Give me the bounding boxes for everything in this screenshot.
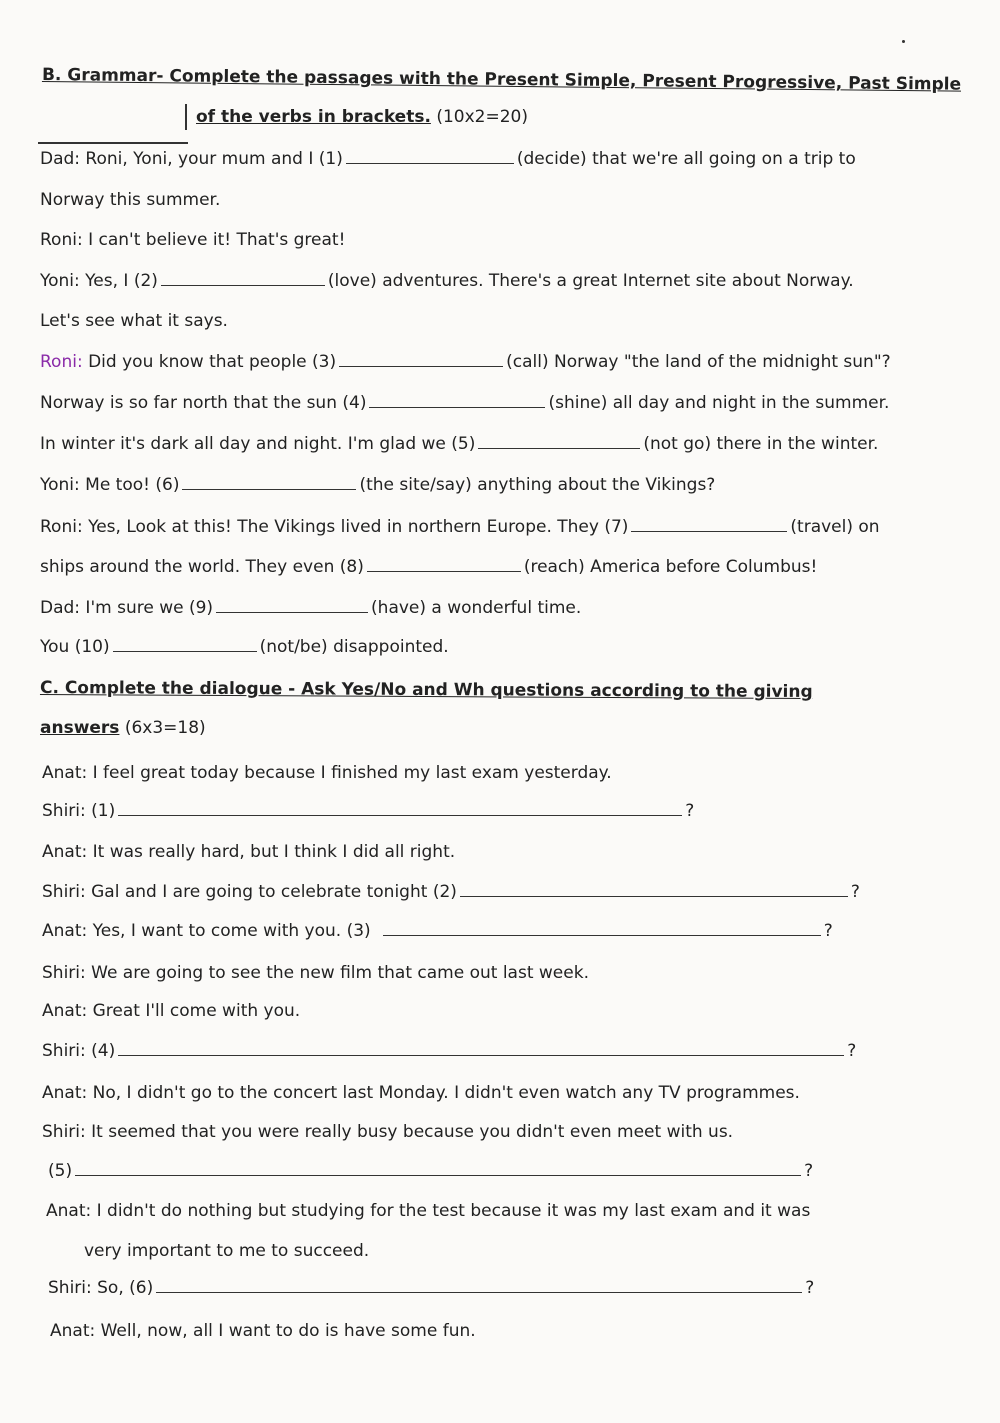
blank-b2[interactable]: [161, 271, 325, 286]
b-line-13-text-a: You (10): [40, 637, 110, 657]
b-line-8: [40, 433, 878, 455]
b-line-6: [40, 351, 891, 373]
b-line-6-text-b: (call) Norway "the land of the midnight sun"?: [506, 352, 891, 372]
blank-b9[interactable]: [216, 598, 368, 613]
b-line-7-text-a: Norway is so far north that the sun (4): [40, 393, 367, 413]
c-line-14-qmark: ?: [805, 1278, 815, 1298]
c-line-4-qmark: ?: [850, 882, 860, 902]
c-line-11-qmark: ?: [804, 1161, 814, 1181]
blank-c4[interactable]: [118, 1041, 844, 1056]
b-line-12-text-a: Dad: I'm sure we (9): [40, 598, 214, 618]
c-line-6: Shiri: We are going to see the new film that came out last week.: [42, 963, 589, 983]
b-line-9-text-a: Yoni: Me too! (6): [40, 475, 180, 495]
blank-c5[interactable]: [75, 1161, 801, 1176]
c-line-11-text: (5): [48, 1161, 73, 1181]
c-line-11: [48, 1160, 813, 1182]
section-b-heading: B. Grammar- Complete the passages with the Present Simple, Present Progressive, Past Simple: [41, 65, 962, 95]
blank-b4[interactable]: [369, 393, 545, 408]
b-line-1-text-a: Dad: Roni, Yoni, your mum and I (1): [40, 149, 343, 169]
b-line-1-text-b: (decide) that we're all going on a trip to: [516, 149, 856, 169]
b-line-6-speaker: Roni:: [40, 352, 83, 372]
blank-c1[interactable]: [118, 801, 682, 816]
b-line-4-text-b: (love) adventures. There's a great Internet site about Norway.: [327, 271, 854, 291]
section-b-score: (10x2=20): [436, 107, 528, 127]
c-line-5-qmark: ?: [823, 921, 833, 941]
b-line-13-text-b: (not/be) disappointed.: [259, 637, 449, 657]
c-line-15: Anat: Well, now, all I want to do is have some fun.: [50, 1321, 476, 1341]
c-line-3: Anat: It was really hard, but I think I did all right.: [42, 842, 456, 862]
blank-b1[interactable]: [346, 149, 514, 164]
blank-b6[interactable]: [182, 475, 356, 490]
blank-c6[interactable]: [156, 1278, 802, 1293]
b-line-8-text-b: (not go) there in the winter.: [643, 434, 879, 454]
b-line-5: Let's see what it says.: [40, 311, 228, 331]
blank-b5[interactable]: [478, 434, 640, 449]
blank-b7[interactable]: [631, 517, 787, 532]
b-line-7-text-b: (shine) all day and night in the summer.: [548, 393, 890, 413]
b-line-2: Norway this summer.: [40, 190, 221, 210]
b-line-8-text-a: In winter it's dark all day and night. I'm glad we (5): [40, 434, 476, 454]
b-line-4-text-a: Yoni: Yes, I (2): [40, 271, 158, 291]
c-line-14-text: Shiri: So, (6): [48, 1278, 154, 1298]
c-line-4: [42, 881, 860, 903]
c-line-8-qmark: ?: [847, 1041, 857, 1061]
c-line-2: [42, 800, 694, 822]
b-line-10: [40, 516, 880, 538]
b-line-11-text-b: (reach) America before Columbus!: [523, 557, 818, 577]
blank-c2[interactable]: [460, 882, 848, 897]
b-line-4: [40, 270, 854, 292]
blank-c3[interactable]: [383, 921, 821, 936]
section-c-heading-cont-text: answers: [40, 718, 120, 738]
c-line-4-text: Shiri: Gal and I are going to celebrate tonight (2): [42, 882, 457, 902]
stray-dot: [902, 40, 905, 43]
b-line-1: [40, 148, 856, 170]
b-line-10-text-b: (travel) on: [790, 517, 880, 537]
c-line-10: Shiri: It seemed that you were really busy because you didn't even meet with us.: [42, 1122, 734, 1142]
c-line-14: [48, 1277, 814, 1299]
blank-b10[interactable]: [113, 637, 257, 652]
c-line-1: Anat: I feel great today because I finished my last exam yesterday.: [42, 763, 612, 783]
c-line-2-qmark: ?: [685, 801, 695, 821]
b-line-9: [40, 474, 715, 496]
blank-b8[interactable]: [367, 557, 521, 572]
b-line-10-text-a: Roni: Yes, Look at this! The Vikings lived in northern Europe. They (7): [40, 517, 629, 537]
b-line-13: [40, 636, 449, 658]
b-line-9-text-b: (the site/say) anything about the Vikings?: [359, 475, 716, 495]
c-line-5-text: Anat: Yes, I want to come with you. (3): [42, 921, 371, 941]
b-line-6-text-a: Did you know that people (3): [88, 352, 337, 372]
b-line-3: Roni: I can't believe it! That's great!: [40, 230, 346, 250]
b-line-12: [40, 597, 581, 619]
b-line-11-text-a: ships around the world. They even (8): [40, 557, 364, 577]
section-c-score: (6x3=18): [124, 718, 206, 738]
section-b-heading-cont-text: of the verbs in brackets.: [196, 107, 431, 127]
c-line-8: [42, 1040, 856, 1062]
c-line-8-text: Shiri: (4): [42, 1041, 116, 1061]
c-line-13: very important to me to succeed.: [84, 1241, 370, 1261]
c-line-7: Anat: Great I'll come with you.: [42, 1001, 301, 1021]
section-c-heading-cont: [40, 717, 206, 739]
margin-mark-horizontal: [38, 142, 188, 144]
section-b-heading-cont: [196, 106, 528, 128]
b-line-7: [40, 392, 889, 414]
c-line-5: [42, 920, 833, 942]
blank-b3[interactable]: [339, 352, 503, 367]
section-c-heading: C. Complete the dialogue - Ask Yes/No and Wh questions according to the giving: [39, 678, 813, 703]
c-line-2-text: Shiri: (1): [42, 801, 116, 821]
c-line-9: Anat: No, I didn't go to the concert last Monday. I didn't even watch any TV programmes.: [42, 1083, 800, 1103]
margin-mark-vertical: [185, 104, 187, 130]
b-line-12-text-b: (have) a wonderful time.: [371, 598, 582, 618]
b-line-11: [40, 556, 817, 578]
c-line-12: Anat: I didn't do nothing but studying for the test because it was my last exam and it was: [46, 1201, 811, 1221]
